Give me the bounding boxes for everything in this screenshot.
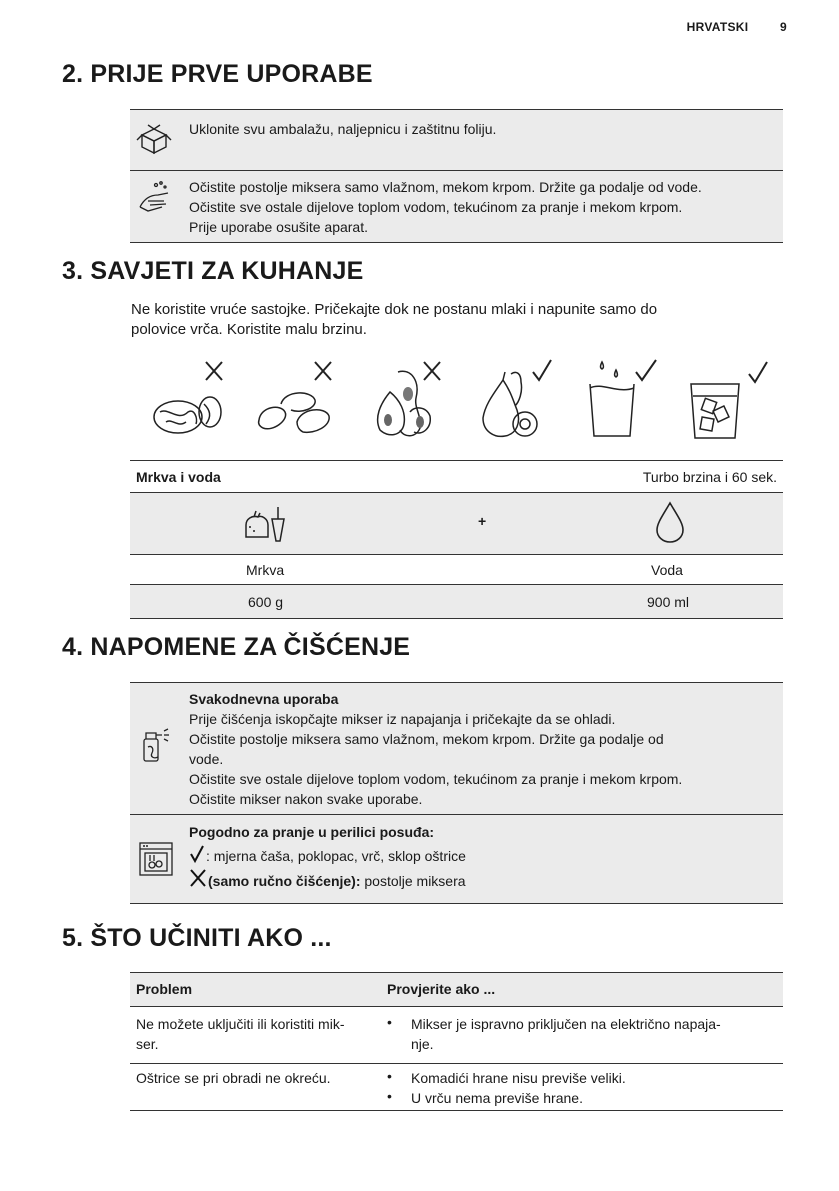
daily-use-box: [130, 682, 783, 814]
plus-sign: +: [478, 513, 487, 529]
section-title-first-use: 2. PRIJE PRVE UPORABE: [62, 60, 373, 88]
avocado-not-allowed-icon: [370, 352, 470, 442]
page-number: 9: [780, 20, 787, 34]
carrot-icon: [242, 501, 292, 545]
daily-use-line: Očistite sve ostale dijelove toplom vodom, tekućinom za pranje i mekom krpom.: [189, 771, 683, 787]
bullet: •: [387, 1014, 392, 1030]
amount-water: 900 ml: [647, 594, 690, 610]
problem-line: ser.: [136, 1036, 159, 1052]
water-drop-icon: [653, 499, 687, 545]
clean-note-line: Prije uporabe osušite aparat.: [189, 219, 368, 235]
spray-cleaning-icon: [134, 727, 174, 767]
intro-line: polovice vrča. Koristite malu brzinu.: [131, 321, 367, 338]
clean-note-text: [189, 177, 777, 237]
daily-use-line: Očistite postolje miksera samo vlažnom, mekom krpom. Držite ga podalje od: [189, 731, 664, 747]
intro-line: Ne koristite vruće sastojke. Pričekajte dok ne postanu mlaki i napunite samo do: [131, 301, 658, 318]
clean-note-line: Očistite postolje miksera samo vlažnom, mekom krpom. Držite ga podalje od vode.: [189, 179, 702, 195]
dishwasher-box: [130, 814, 783, 904]
section-title-troubleshooting: 5. ŠTO UČINITI AKO ...: [62, 924, 332, 952]
dishwasher-yes-line: [189, 842, 777, 866]
col-check: Provjerite ako ...: [387, 981, 496, 997]
ingredient-carrot: Mrkva: [246, 562, 285, 578]
amount-carrot: 600 g: [248, 594, 284, 610]
recipe-header-row: [130, 460, 783, 492]
page-header: [687, 20, 787, 34]
daily-use-text: [189, 689, 777, 809]
nuts-not-allowed-icon: [148, 352, 248, 442]
daily-use-title: Svakodnevna uporaba: [189, 691, 339, 707]
recipe-name: Mrkva i voda: [136, 469, 221, 485]
dishwasher-title: Pogodno za pranje u perilici posuđa:: [189, 824, 435, 840]
check-text: Mikser je ispravno priključen na električno napaja- nje.: [411, 1016, 721, 1052]
recipe-icons-row: [130, 492, 783, 554]
cross-icon: [189, 868, 207, 888]
water-cup-allowed-icon: [578, 352, 678, 442]
daily-use-line: vode.: [189, 751, 224, 767]
problem-line: Oštrice se pri obradi ne okreću.: [136, 1070, 331, 1086]
cooking-tips-intro: [131, 300, 771, 340]
dishwasher-icon: [136, 839, 176, 879]
problem-line: Ne možete uključiti ili koristiti mik-: [136, 1016, 345, 1032]
unpack-note-text: Uklonite svu ambalažu, naljepnicu i zaštitnu foliju.: [189, 121, 497, 137]
bullet: •: [387, 1068, 392, 1084]
troubleshooting-header: [130, 972, 783, 1006]
unpack-note-box: [130, 109, 783, 170]
dishwasher-no-text: [208, 871, 466, 891]
section-title-cleaning: 4. NAPOMENE ZA ČIŠĆENJE: [62, 633, 411, 661]
ingredient-water: Voda: [651, 562, 683, 578]
clean-note-line: Očistite sve ostale dijelove toplom vodom, tekućinom za pranje i mekom krpom.: [189, 199, 683, 215]
daily-use-line: Očistite mikser nakon svake uporabe.: [189, 791, 423, 807]
language-label: HRVATSKI: [686, 20, 749, 34]
dishwasher-yes-text: : mjerna čaša, poklopac, vrč, sklop oštrice: [206, 848, 466, 864]
problem-cell: [136, 1014, 376, 1054]
clean-note-box: [130, 170, 783, 243]
cleaning-hand-icon: [134, 177, 174, 217]
ice-glass-allowed-icon: [685, 352, 785, 442]
problem-cell: [136, 1068, 376, 1088]
col-problem: Problem: [136, 981, 193, 997]
check-text: Komadići hrane nisu previše veliki.: [411, 1070, 626, 1086]
hand-wash-items: postolje miksera: [360, 873, 466, 889]
recipe-amounts-row: [130, 584, 783, 619]
check-text: U vrču nema previše hrane.: [411, 1090, 583, 1106]
hand-wash-only: (samo ručno čišćenje):: [208, 873, 361, 889]
dishwasher-no-line: [189, 866, 777, 890]
dishwasher-text: [189, 822, 777, 890]
package-box-icon: [134, 120, 174, 160]
recipe-speed: Turbo brzina i 60 sek.: [642, 469, 777, 485]
check-icon: [189, 844, 205, 864]
bullet: •: [387, 1088, 392, 1104]
recipe-ingredients-row: [130, 554, 783, 584]
daily-use-line: Prije čišćenja iskopčajte mikser iz napajanja i pričekajte da se ohladi.: [189, 711, 616, 727]
section-title-cooking-tips: 3. SAVJETI ZA KUHANJE: [62, 257, 364, 285]
pear-allowed-icon: [475, 352, 575, 442]
table-row: [130, 1006, 783, 1063]
table-row: [130, 1063, 783, 1111]
beans-not-allowed-icon: [255, 352, 355, 442]
troubleshooting-table: [130, 972, 783, 1111]
